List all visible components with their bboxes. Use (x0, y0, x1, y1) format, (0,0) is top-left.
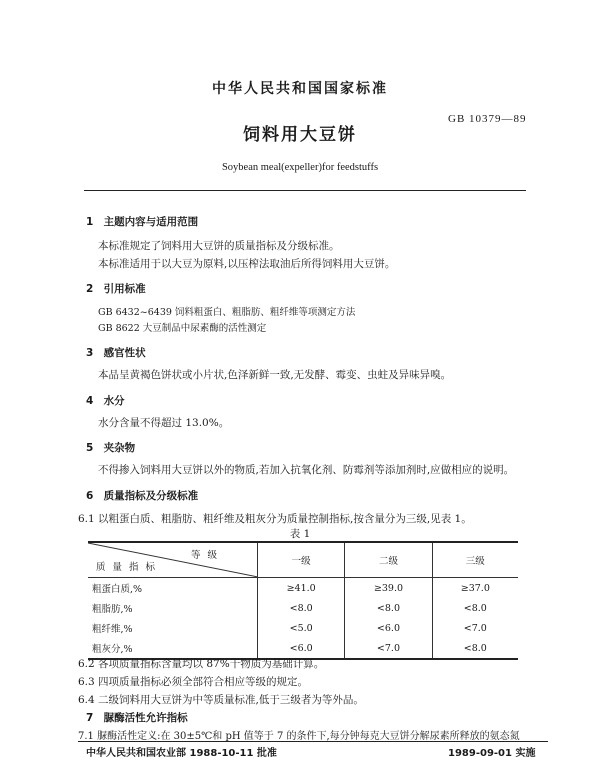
header-grade-1: 一级 (258, 542, 345, 578)
document-title-english: Soybean meal(expeller)for feedstuffs (221, 162, 379, 173)
section-3-heading (86, 345, 146, 360)
section-1-title: 主题内容与适用范围 (103, 216, 199, 228)
footer-divider (78, 741, 548, 742)
section-4-heading (86, 393, 125, 408)
header-grade-2: 二级 (345, 542, 432, 578)
cell-value: <8.0 (258, 598, 345, 618)
gb-code: GB 10379—89 (448, 113, 527, 125)
section-4-paragraph: 水分含量不得超过 13.0%。 (98, 417, 230, 429)
row-label: 粗纤维,% (92, 624, 133, 635)
section-6-title: 质量指标及分级标准 (103, 490, 199, 502)
section-5-heading (86, 440, 135, 455)
row-label: 粗灰分,% (92, 644, 133, 655)
section-5-title: 夹杂物 (103, 442, 136, 454)
document-title: 饲料用大豆饼 (243, 125, 357, 145)
row-label: 粗蛋白质,% (92, 584, 143, 595)
cell-value: <7.0 (432, 618, 518, 638)
section-7-number: 7 (86, 712, 94, 724)
effective-date: 1989-09-01 实施 (448, 748, 536, 759)
section-5-paragraph: 不得掺入饲料用大豆饼以外的物质,若加入抗氧化剂、防霉剂等添加剂时,应做相应的说明。 (98, 464, 515, 476)
section-2-number: 2 (86, 283, 94, 295)
cell-value: ≥37.0 (432, 578, 518, 599)
standard-title: 中华人民共和国国家标准 (212, 81, 388, 97)
clause-6-2: 6.2 各项质量指标含量均以 87%干物质为基础计算。 (78, 658, 325, 670)
section-2-heading (86, 281, 146, 296)
section-1-heading (86, 214, 198, 229)
section-4-number: 4 (86, 395, 94, 407)
cell-value: <8.0 (345, 598, 432, 618)
header-grade-label: 等 级 (190, 550, 219, 561)
section-6-number: 6 (86, 490, 94, 502)
cell-value: <6.0 (345, 618, 432, 638)
reference-2: GB 8622 大豆制品中尿素酶的活性测定 (98, 323, 267, 334)
section-6-heading (86, 488, 198, 503)
section-1-paragraph-2: 本标准适用于以大豆为原料,以压榨法取油后所得饲料用大豆饼。 (98, 258, 396, 270)
cell-value: <8.0 (432, 598, 518, 618)
table-row (88, 598, 518, 618)
cell-value: <7.0 (345, 638, 432, 659)
section-2-title: 引用标准 (103, 283, 146, 295)
header-divider (84, 190, 526, 191)
cell-value: ≥41.0 (258, 578, 345, 599)
cell-value: ≥39.0 (345, 578, 432, 599)
clause-6-1: 6.1 以粗蛋白质、粗脂肪、粗纤维及粗灰分为质量控制指标,按含量分为三级,见表 1。 (78, 513, 472, 525)
header-grade-3: 三级 (432, 542, 518, 578)
reference-1: GB 6432~6439 饲料粗蛋白、粗脂肪、粗纤维等项测定方法 (98, 307, 356, 318)
section-1-paragraph-1: 本标准规定了饲料用大豆饼的质量指标及分级标准。 (98, 240, 340, 252)
clause-6-4: 6.4 二级饲料用大豆饼为中等质量标准,低于三级者为等外品。 (78, 694, 364, 706)
header-index-label: 质 量 指 标 (96, 562, 158, 573)
cell-value: <6.0 (258, 638, 345, 659)
clause-6-3: 6.3 四项质量指标必须全部符合相应等级的规定。 (78, 676, 309, 688)
row-label: 粗脂肪,% (92, 604, 133, 615)
clause-7-1: 7.1 脲酶活性定义:在 30±5℃和 pH 值等于 7 的条件下,每分钟每克大豆饼分解尿素所释放的氨态氮 (78, 731, 520, 742)
approval-line: 中华人民共和国农业部 1988-10-11 批准 (86, 748, 277, 759)
quality-spec-table (88, 541, 518, 660)
table-row (88, 578, 518, 599)
section-7-heading (86, 710, 188, 725)
table-caption: 表 1 (289, 528, 311, 540)
table-row (88, 618, 518, 638)
section-1-number: 1 (86, 216, 94, 228)
cell-value: <8.0 (432, 638, 518, 659)
section-3-paragraph: 本品呈黄褐色饼状或小片状,色泽新鲜一致,无发酵、霉变、虫蛀及异味异嗅。 (98, 369, 452, 381)
section-5-number: 5 (86, 442, 94, 454)
section-3-number: 3 (86, 347, 94, 359)
cell-value: <5.0 (258, 618, 345, 638)
section-4-title: 水分 (103, 395, 125, 407)
section-7-title: 脲酶活性允许指标 (103, 712, 188, 724)
section-3-title: 感官性状 (103, 347, 146, 359)
table-header-row (88, 542, 518, 578)
table-diagonal-header-cell (88, 542, 258, 578)
